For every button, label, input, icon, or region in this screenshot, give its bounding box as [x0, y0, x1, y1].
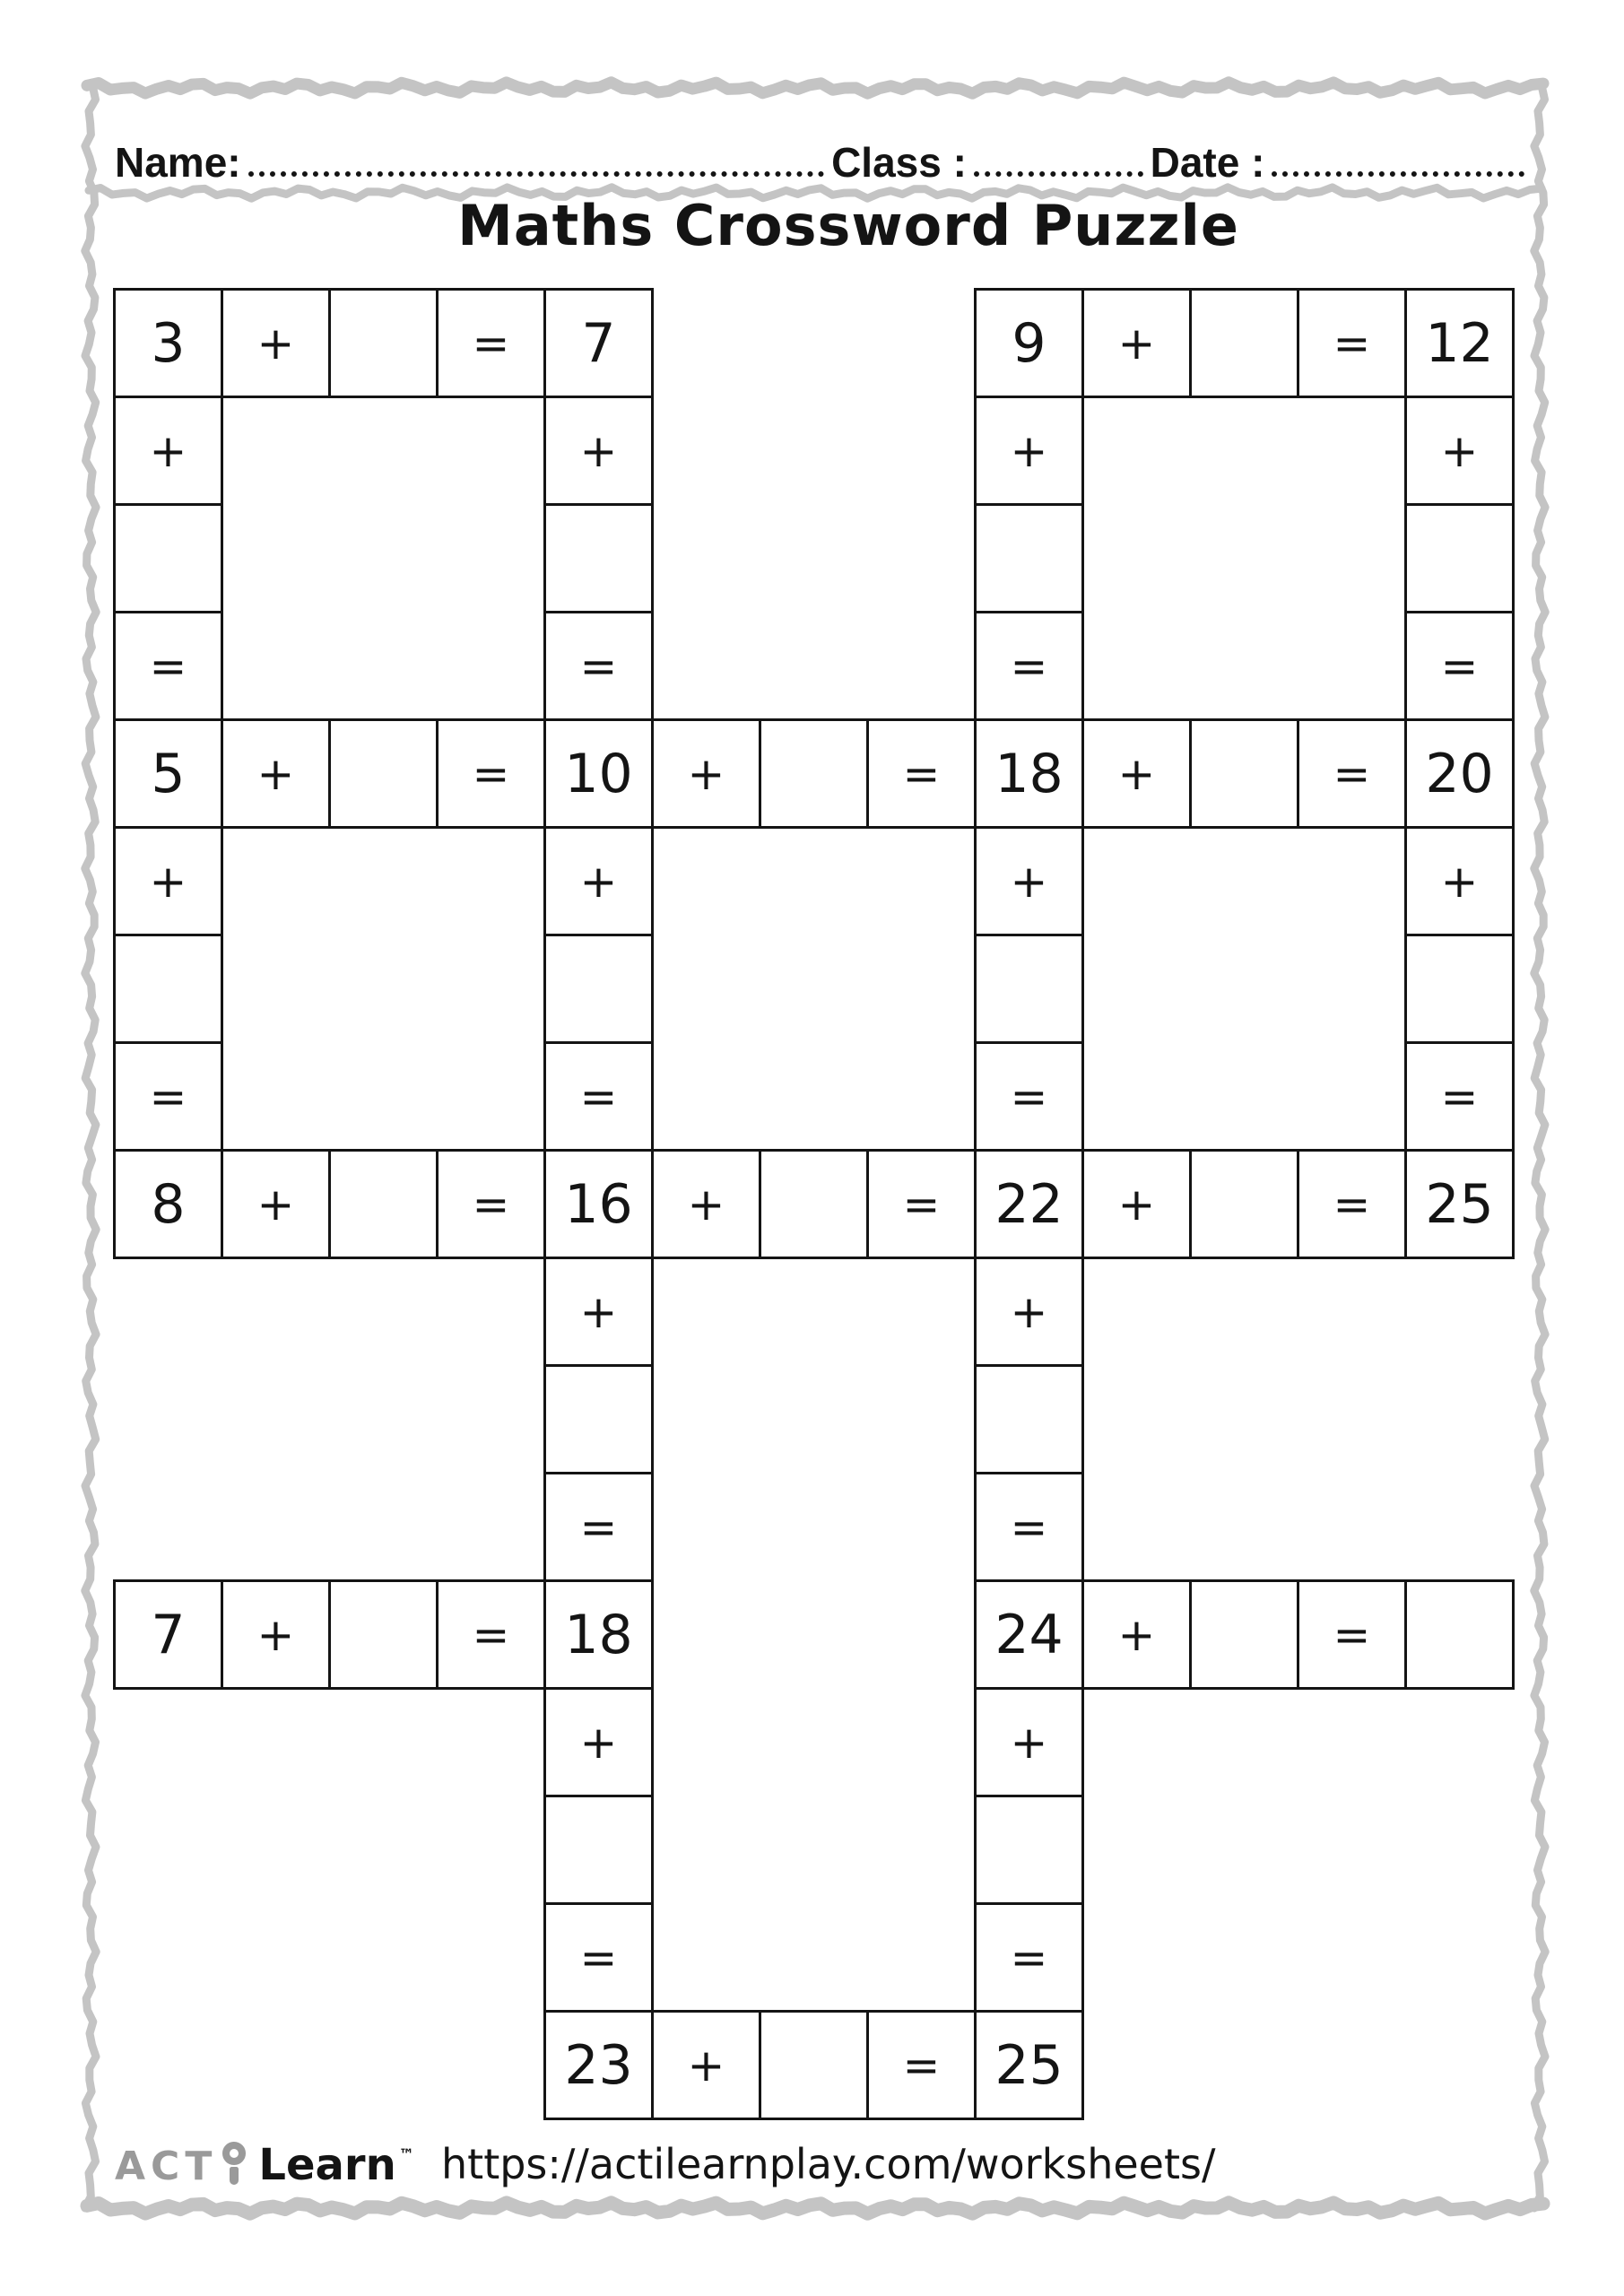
equals-cell: =	[974, 1902, 1084, 2013]
frame-left-edge	[85, 88, 96, 2208]
equals-cell: =	[113, 611, 223, 721]
plus-cell: +	[221, 1579, 331, 1690]
plus-cell: +	[221, 718, 331, 829]
class-write-line[interactable]	[974, 171, 1143, 177]
plus-cell: +	[651, 718, 761, 829]
answer-cell[interactable]	[543, 1795, 654, 1905]
number-cell: 7	[113, 1579, 223, 1690]
number-cell: 18	[543, 1579, 654, 1690]
frame-top-edge	[87, 83, 1543, 93]
website-url: https://actilearnplay.com/worksheets/	[441, 2140, 1216, 2188]
magnifier-stem	[230, 2167, 239, 2185]
answer-cell[interactable]	[113, 503, 223, 613]
answer-cell[interactable]	[974, 503, 1084, 613]
number-cell: 20	[1404, 718, 1515, 829]
answer-cell[interactable]	[974, 1364, 1084, 1474]
number-cell: 16	[543, 1149, 654, 1259]
number-cell: 23	[543, 2010, 654, 2120]
equals-cell: =	[866, 2010, 977, 2120]
number-cell: 9	[974, 288, 1084, 398]
answer-cell[interactable]	[1189, 1579, 1299, 1690]
plus-cell: +	[974, 826, 1084, 936]
number-cell: 25	[1404, 1149, 1515, 1259]
name-write-line[interactable]	[248, 171, 824, 177]
actilearn-logo	[115, 2140, 414, 2190]
date-write-line[interactable]	[1272, 171, 1524, 177]
equals-cell: =	[866, 718, 977, 829]
number-cell: 22	[974, 1149, 1084, 1259]
equals-cell: =	[1297, 718, 1407, 829]
equals-cell: =	[974, 1472, 1084, 1582]
number-cell: 3	[113, 288, 223, 398]
number-cell: 18	[974, 718, 1084, 829]
equals-cell: =	[1404, 611, 1515, 721]
plus-cell: +	[1404, 396, 1515, 506]
plus-cell: +	[974, 1257, 1084, 1367]
plus-cell: +	[543, 826, 654, 936]
answer-cell[interactable]	[974, 934, 1084, 1044]
frame-right-edge	[1534, 88, 1545, 2208]
equals-cell: =	[866, 1149, 977, 1259]
answer-cell[interactable]	[543, 934, 654, 1044]
date-label: Date :	[1150, 139, 1265, 186]
logo-act-text: ACT	[115, 2144, 218, 2189]
plus-cell: +	[113, 396, 223, 506]
equals-cell: =	[436, 718, 546, 829]
equals-cell: =	[113, 1041, 223, 1152]
answer-cell[interactable]	[759, 718, 869, 829]
plus-cell: +	[1081, 1579, 1192, 1690]
number-cell: 25	[974, 2010, 1084, 2120]
equals-cell: =	[1404, 1041, 1515, 1152]
equals-cell: =	[543, 1472, 654, 1582]
plus-cell: +	[974, 1687, 1084, 1797]
answer-cell[interactable]	[543, 1364, 654, 1474]
equals-cell: =	[436, 288, 546, 398]
number-cell: 24	[974, 1579, 1084, 1690]
answer-cell[interactable]	[974, 1795, 1084, 1905]
equals-cell: =	[1297, 1579, 1407, 1690]
magnifier-ring	[222, 2142, 246, 2165]
plus-cell: +	[221, 288, 331, 398]
answer-cell[interactable]	[1189, 718, 1299, 829]
plus-cell: +	[1081, 1149, 1192, 1259]
plus-cell: +	[543, 396, 654, 506]
header-fields	[115, 131, 1532, 186]
answer-cell[interactable]	[1189, 1149, 1299, 1259]
logo-learn-text: Learn	[258, 2140, 396, 2190]
plus-cell: +	[651, 2010, 761, 2120]
answer-cell[interactable]	[759, 1149, 869, 1259]
answer-cell[interactable]	[1404, 1579, 1515, 1690]
equals-cell: =	[543, 1902, 654, 2013]
number-cell: 8	[113, 1149, 223, 1259]
answer-cell[interactable]	[1189, 288, 1299, 398]
plus-cell: +	[221, 1149, 331, 1259]
answer-cell[interactable]	[113, 934, 223, 1044]
answer-cell[interactable]	[543, 503, 654, 613]
equals-cell: =	[543, 611, 654, 721]
equals-cell: =	[974, 1041, 1084, 1152]
number-cell: 7	[543, 288, 654, 398]
equals-cell: =	[436, 1579, 546, 1690]
equals-cell: =	[543, 1041, 654, 1152]
plus-cell: +	[543, 1257, 654, 1367]
page-title: Maths Crossword Puzzle	[457, 193, 1239, 258]
equals-cell: =	[1297, 288, 1407, 398]
name-label: Name:	[115, 139, 241, 186]
number-cell: 5	[113, 718, 223, 829]
frame-bottom-edge	[87, 2203, 1543, 2213]
answer-cell[interactable]	[328, 1579, 439, 1690]
magnifier-i-icon	[221, 2142, 248, 2185]
answer-cell[interactable]	[1404, 503, 1515, 613]
answer-cell[interactable]	[328, 288, 439, 398]
equals-cell: =	[974, 611, 1084, 721]
plus-cell: +	[1081, 288, 1192, 398]
number-cell: 12	[1404, 288, 1515, 398]
number-cell: 10	[543, 718, 654, 829]
plus-cell: +	[543, 1687, 654, 1797]
plus-cell: +	[974, 396, 1084, 506]
trademark-symbol: ™	[398, 2146, 414, 2164]
answer-cell[interactable]	[759, 2010, 869, 2120]
answer-cell[interactable]	[328, 718, 439, 829]
answer-cell[interactable]	[1404, 934, 1515, 1044]
plus-cell: +	[1081, 718, 1192, 829]
plus-cell: +	[113, 826, 223, 936]
class-label: Class :	[831, 139, 967, 186]
answer-cell[interactable]	[328, 1149, 439, 1259]
plus-cell: +	[651, 1149, 761, 1259]
equals-cell: =	[436, 1149, 546, 1259]
equals-cell: =	[1297, 1149, 1407, 1259]
plus-cell: +	[1404, 826, 1515, 936]
